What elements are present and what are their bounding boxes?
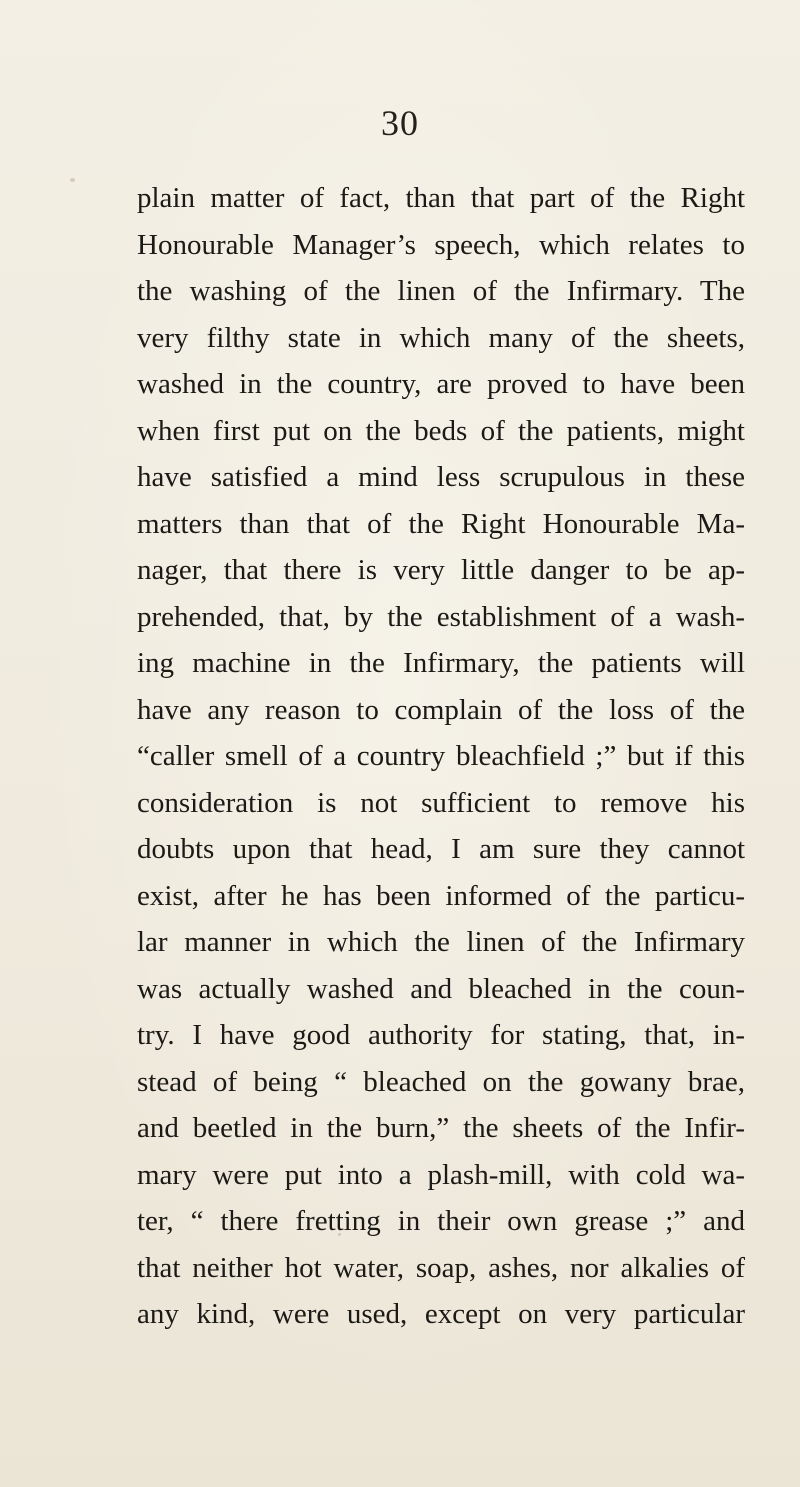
text-line: when first put on the beds of the patients, might <box>137 414 745 447</box>
text-line: nager, that there is very little danger to be ap- <box>137 554 745 586</box>
text-line: doubts upon that head, I am sure they cannot <box>137 833 745 865</box>
text-line: consideration is not sufficient to remove his <box>137 786 745 819</box>
text-line: Honourable Manager’s speech, which relates to <box>137 228 745 261</box>
text-line: ing machine in the Infirmary, the patients will <box>137 647 745 679</box>
text-line: mary were put into a plash-mill, with cold wa- <box>137 1158 745 1191</box>
text-line: any kind, were used, except on very particular <box>137 1298 745 1330</box>
text-line: very filthy state in which many of the sheets, <box>137 321 745 354</box>
text-line: washed in the country, are proved to have been <box>137 368 745 400</box>
text-line: lar manner in which the linen of the Infirmary <box>137 926 745 958</box>
text-line: prehended, that, by the establishment of a wash- <box>137 600 745 633</box>
text-line: matters than that of the Right Honourable Ma- <box>137 507 745 540</box>
text-line: have satisfied a mind less scrupulous in these <box>137 461 745 493</box>
text-line: plain matter of fact, than that part of the Right <box>137 182 745 214</box>
text-line: have any reason to complain of the loss of the <box>137 693 745 726</box>
paper-speck <box>70 178 75 182</box>
text-line: stead of being “ bleached on the gowany brae, <box>137 1065 745 1098</box>
text-line: try. I have good authority for stating, that, in- <box>137 1019 745 1051</box>
text-line: that neither hot water, soap, ashes, nor alkalies of <box>137 1251 745 1284</box>
paper-speck <box>338 1233 341 1236</box>
text-line: “caller smell of a country bleachfield ;” but if this <box>137 740 745 772</box>
page-number: 30 <box>381 103 419 143</box>
text-line: the washing of the linen of the Infirmary. The <box>137 275 745 307</box>
body-text <box>137 175 745 1338</box>
text-line: was actually washed and bleached in the coun- <box>137 972 745 1005</box>
text-line: exist, after he has been informed of the particu- <box>137 879 745 912</box>
text-line: ter, “ there fretting in their own grease ;” and <box>137 1205 745 1237</box>
paper-speck <box>608 1318 611 1320</box>
text-line: and beetled in the burn,” the sheets of the Infir- <box>137 1112 745 1144</box>
